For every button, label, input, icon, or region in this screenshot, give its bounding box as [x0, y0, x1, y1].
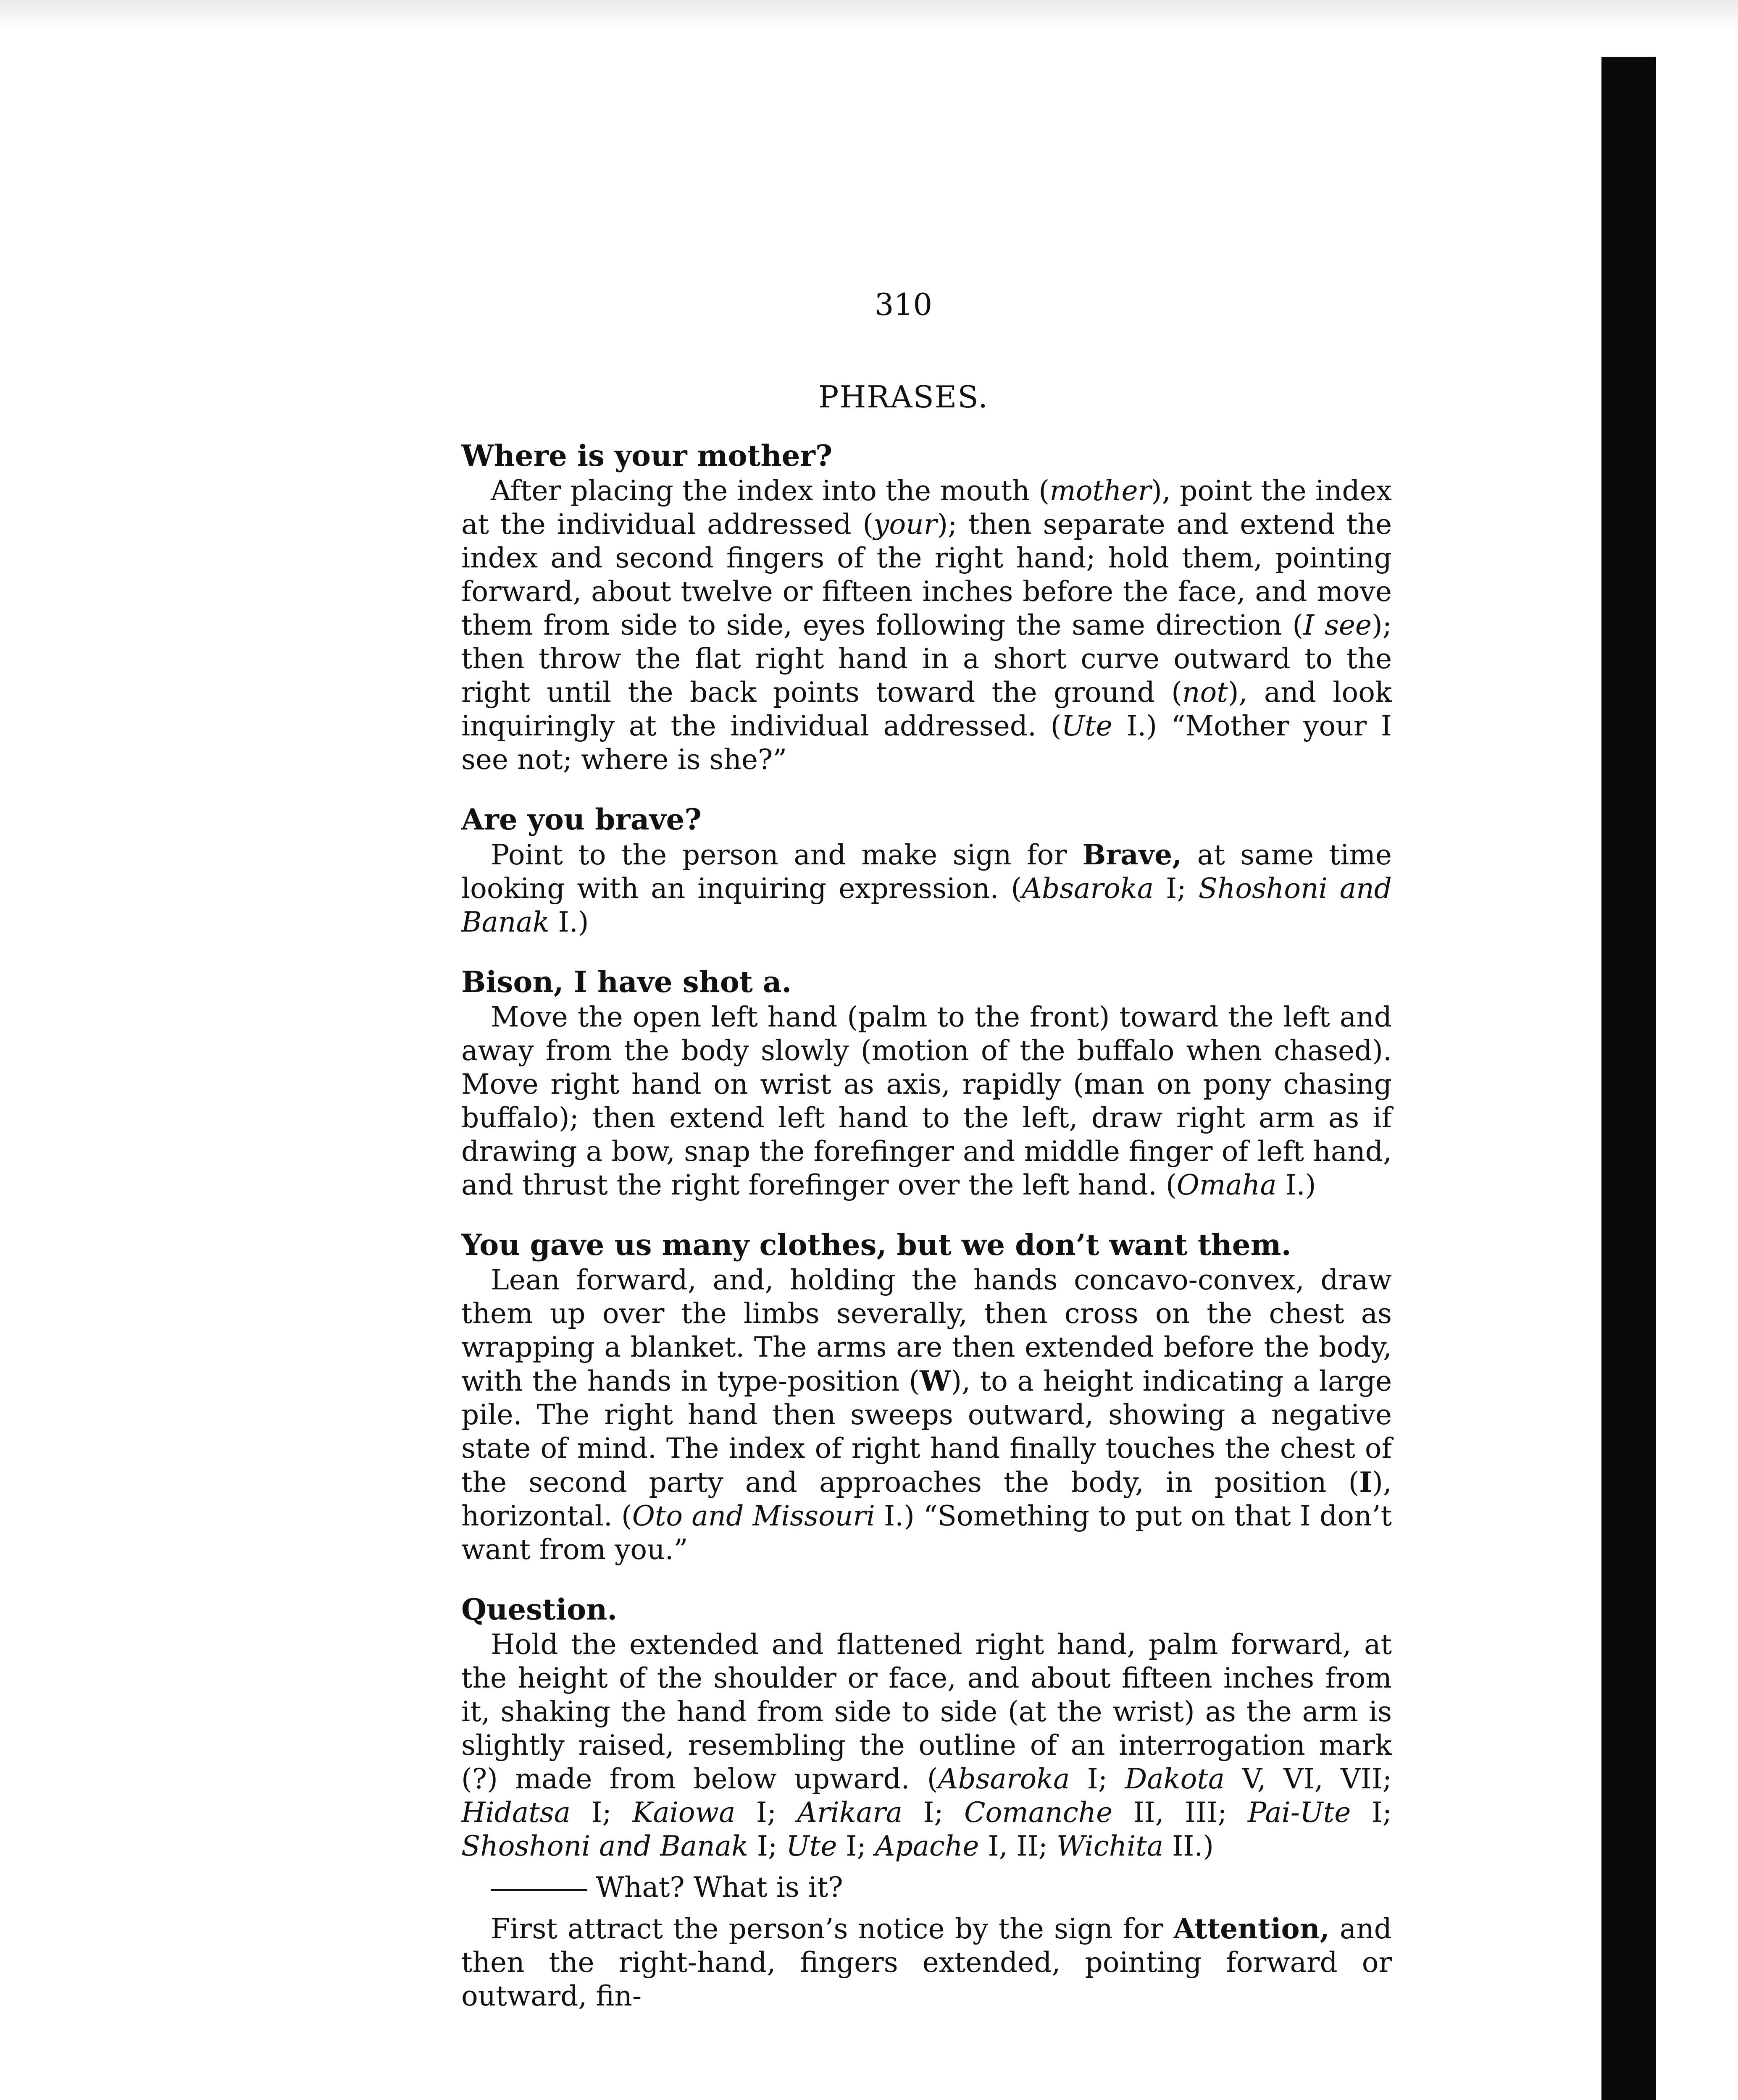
text-run: I;	[1351, 1796, 1392, 1829]
italic-run: Shoshoni and Banak	[461, 1830, 748, 1862]
entry-you-gave-us-many-clothes	[461, 1228, 1392, 1567]
text-run: Point to the person and make sign for	[491, 839, 1083, 871]
italic-run: Ute	[1061, 710, 1112, 742]
text-run: I.) “Something to put on that I don’t want from you.”	[461, 1500, 1392, 1566]
italic-run: Shoshoni and Banak	[461, 872, 1392, 938]
text-run: Lean forward, and, holding the hands concavo-convex, draw them up over the limbs severally, then cross on the chest as wrapping a blanket. The arms are then extended before the body, with the hands in type-position (	[461, 1264, 1392, 1397]
page-body	[461, 252, 1392, 2039]
dash-rule	[491, 1889, 587, 1891]
sub-heading-text: What? What is it?	[596, 1871, 843, 1903]
text-run: I;	[735, 1796, 797, 1829]
italic-run: Arikara	[797, 1796, 902, 1829]
italic-run: Pai-Ute	[1247, 1796, 1351, 1829]
entry-bison-i-have-shot	[461, 965, 1392, 1202]
text-run: I;	[837, 1830, 875, 1862]
text-run: I, II;	[979, 1830, 1057, 1862]
italic-run: Absaroka	[1022, 872, 1154, 905]
italic-run: Comanche	[964, 1796, 1113, 1829]
bold-run: Attention,	[1173, 1912, 1330, 1945]
text-run: I.) “Mother your I see not; where is she?”	[461, 710, 1392, 776]
text-run: ), and look inquiringly at the individual addressed. (	[461, 676, 1392, 742]
bold-run: Brave,	[1082, 838, 1182, 871]
italic-run: Dakota	[1125, 1763, 1225, 1795]
entry-are-you-brave	[461, 803, 1392, 939]
text-run: ); then throw the flat right hand in a short curve outward to the right until the back points toward the ground (	[461, 609, 1392, 709]
italic-run: Absaroka	[938, 1763, 1070, 1795]
entry-heading: Bison, I have shot a.	[461, 965, 792, 999]
text-run: V, VI, VII;	[1225, 1763, 1392, 1795]
text-run: II.)	[1163, 1830, 1214, 1862]
text-run: I.)	[1276, 1169, 1316, 1201]
text-run: I;	[571, 1796, 633, 1829]
entry-where-is-your-mother	[461, 439, 1392, 777]
text-run: ); then separate and extend the index and second fingers of the right hand; hold them, pointing forward, about twelve or fifteen inches before the face, and move them from side to side, eyes following the same direction (	[461, 508, 1392, 641]
entry-heading: Where is your mother?	[461, 439, 833, 473]
entry-body	[461, 1000, 1392, 1202]
text-run: at same time looking with an inquiring expression. (	[461, 839, 1392, 905]
bold-run: I	[1359, 1466, 1373, 1499]
text-run: I;	[748, 1830, 786, 1862]
italic-run: Oto and Missouri	[632, 1500, 875, 1532]
italic-run: Omaha	[1176, 1169, 1277, 1201]
page-number: 310	[874, 287, 933, 322]
text-run: I;	[902, 1796, 965, 1829]
entry-body	[461, 1263, 1392, 1567]
text-run: II, III;	[1112, 1796, 1248, 1829]
text-run: ), horizontal. (	[461, 1466, 1392, 1532]
italic-run: Apache	[875, 1830, 979, 1862]
text-run: First attract the person’s notice by the sign for	[491, 1913, 1174, 1945]
italic-run: I see	[1303, 609, 1372, 641]
sub-heading	[461, 1871, 1392, 1904]
entry-body	[461, 838, 1392, 939]
text-run: and then the right-hand, fingers extended, pointing forward or outward, fin-	[461, 1913, 1392, 2012]
entry-body	[461, 1628, 1392, 1863]
text-run: ), to a height indicating a large pile. The right hand then sweeps outward, showing a negative state of mind. The index of right hand finally touches the chest of the second party and approaches the body, in position (	[461, 1365, 1392, 1499]
entry-heading: You gave us many clothes, but we don’t want them.	[461, 1228, 1291, 1262]
italic-run: Ute	[786, 1830, 837, 1862]
italic-run: your	[873, 508, 937, 541]
entry-body	[461, 474, 1392, 777]
text-run: I;	[1154, 872, 1199, 905]
entry-heading: Question.	[461, 1593, 618, 1627]
bold-run: W	[920, 1365, 951, 1397]
scan-border-bar	[1601, 57, 1656, 2100]
italic-run: not	[1182, 676, 1228, 709]
text-run: Move the open left hand (palm to the front) toward the left and away from the body slowly (motion of the buffalo when chased). Move right hand on wrist as axis, rapidly (man on pony chasing buffalo); then extend left hand to the left, draw right arm as if drawing a bow, snap the forefinger and middle finger of left hand, and thrust the right forefinger over the left hand. (	[461, 1001, 1392, 1201]
entry-body-continued	[461, 1912, 1392, 2013]
text-run: ), point the index at the individual addressed (	[461, 475, 1392, 541]
text-run: After placing the index into the mouth (	[491, 475, 1050, 507]
text-run: I.)	[549, 906, 589, 938]
italic-run: Hidatsa	[461, 1796, 571, 1829]
italic-run: Kaiowa	[632, 1796, 736, 1829]
entry-question	[461, 1593, 1392, 2013]
text-run: Hold the extended and flattened right hand, palm forward, at the height of the shoulder or face, and about fifteen inches from it, shaking the hand from side to side (at the wrist) as the arm is slightly raised, resembling the outline of an interrogation mark (?) made from below upward. (	[461, 1628, 1392, 1795]
text-run: I;	[1070, 1763, 1125, 1795]
italic-run: Wichita	[1056, 1830, 1164, 1862]
section-title: PHRASES.	[818, 379, 989, 415]
italic-run: mother	[1049, 475, 1152, 507]
entry-heading: Are you brave?	[461, 803, 702, 837]
scan-edge	[0, 0, 1738, 29]
